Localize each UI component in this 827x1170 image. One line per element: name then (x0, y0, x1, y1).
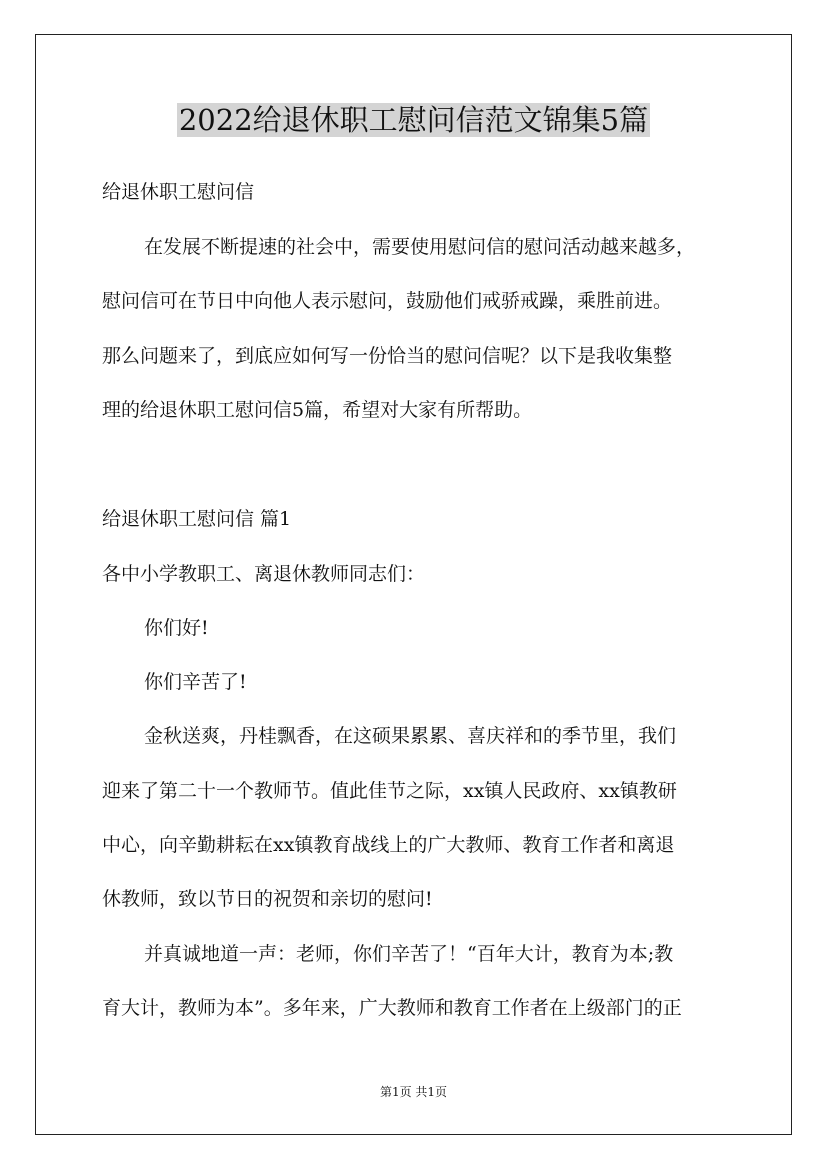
body-paragraph-line: 金秋送爽，丹桂飘香，在这硕果累累、喜庆祥和的季节里，我们 (144, 725, 677, 747)
document-title (0, 98, 827, 142)
body-paragraph-line: 中心，向辛勤耕耘在xx镇教育战线上的广大教师、教育工作者和离退 (102, 834, 675, 856)
body-paragraph-line: 并真诚地道一声：老师，你们辛苦了！“百年大计，教育为本;教 (144, 943, 674, 965)
intro-paragraph-line: 慰问信可在节日中向他人表示慰问，鼓励他们戒骄戒躁，乘胜前进。 (102, 290, 673, 312)
body-paragraph-line: 休教师，致以节日的祝贺和亲切的慰问! (102, 888, 433, 910)
intro-paragraph-line: 在发展不断提速的社会中，需要使用慰问信的慰问活动越来越多， (144, 236, 696, 258)
body-paragraph-line: 育大计，教师为本”。多年来，广大教师和教育工作者在上级部门的正 (102, 997, 682, 1019)
body-paragraph-line: 迎来了第二十一个教师节。值此佳节之际，xx镇人民政府、xx镇教研 (102, 780, 677, 802)
title-text: 2022给退休职工慰问信范文锦集5篇 (178, 103, 649, 137)
page-number: 第1页 共1页 (379, 1085, 448, 1099)
greeting-line: 你们好! (144, 617, 209, 639)
intro-paragraph-line: 理的给退休职工慰问信5篇，希望对大家有所帮助。 (102, 399, 533, 421)
intro-heading: 给退休职工慰问信 (102, 181, 255, 203)
intro-paragraph-line: 那么问题来了，到底应如何写一份恰当的慰问信呢？以下是我收集整 (102, 345, 673, 367)
salutation: 各中小学教职工、离退休教师同志们： (102, 563, 426, 585)
section-heading: 给退休职工慰问信 篇1 (102, 508, 292, 530)
greeting-line: 你们辛苦了! (144, 671, 247, 693)
